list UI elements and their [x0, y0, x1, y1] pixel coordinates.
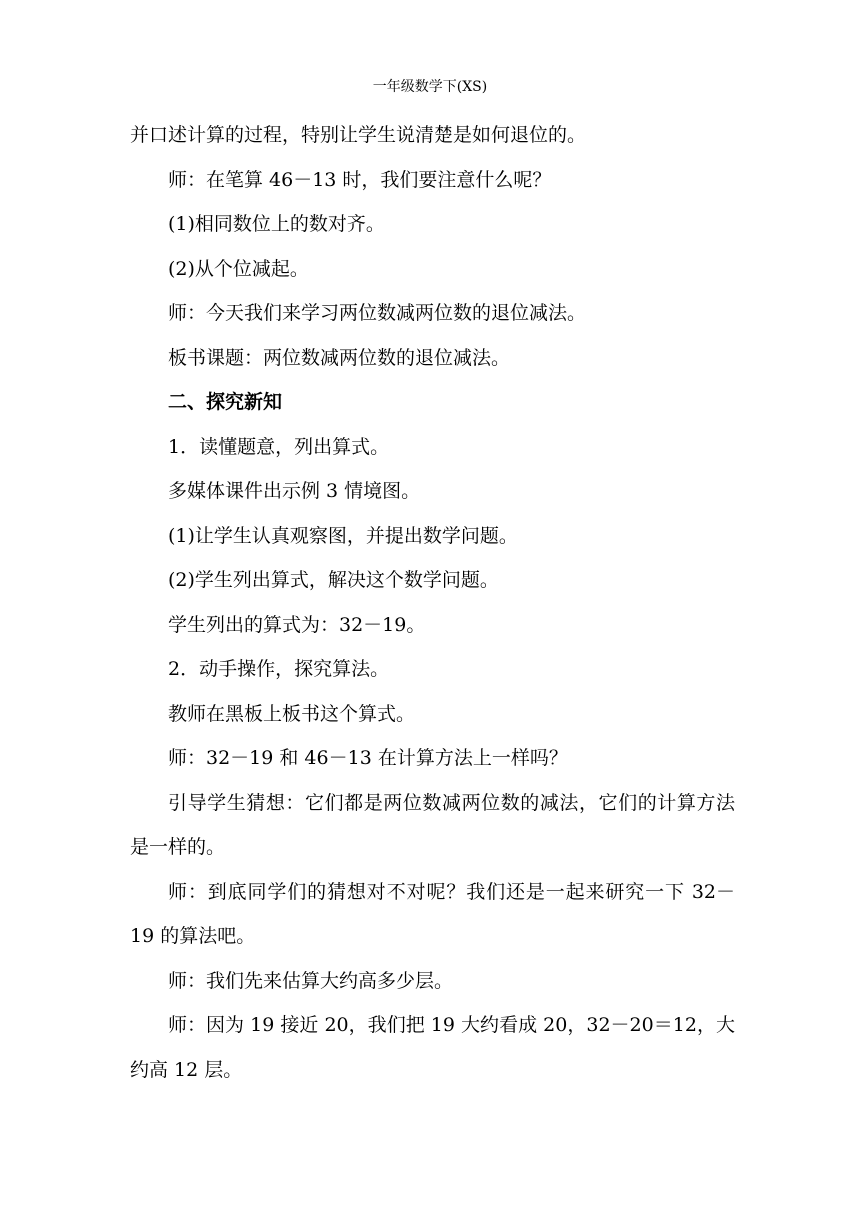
paragraph: 1．读懂题意，列出算式。 — [168, 435, 390, 458]
paragraph: 多媒体课件出示例 3 情境图。 — [168, 480, 421, 502]
paragraph: (1)相同数位上的数对齐。 — [168, 213, 385, 235]
section-heading: 二、探究新知 — [168, 391, 283, 413]
page-header: 一年级数学下(XS) — [372, 79, 488, 95]
paragraph: (1)让学生认真观察图，并提出数学问题。 — [168, 524, 518, 547]
paragraph: (2)从个位减起。 — [168, 257, 309, 280]
paragraph: 师：到底同学们的猜想对不对呢？我们还是一起来研究一下 32－19 的算法吧。 — [130, 880, 735, 947]
paragraph: 2．动手操作，探究算法。 — [168, 658, 390, 680]
paragraph: 并口述计算的过程，特别让学生说清楚是如何退位的。 — [130, 124, 587, 146]
paragraph: (2)学生列出算式，解决这个数学问题。 — [168, 569, 499, 591]
paragraph: 师：我们先来估算大约高多少层。 — [168, 969, 454, 992]
paragraph: 师：在笔算 46－13 时，我们要注意什么呢？ — [168, 168, 552, 191]
paragraph: 师：因为 19 接近 20，我们把 19 大约看成 20，32－20＝12，大约高 12 层。 — [130, 1014, 735, 1081]
paragraph: 引导学生猜想：它们都是两位数减两位数的减法，它们的计算方法是一样的。 — [130, 791, 735, 858]
document-body — [130, 113, 735, 1092]
paragraph: 师：今天我们来学习两位数减两位数的退位减法。 — [168, 302, 587, 324]
paragraph: 师：32－19 和 46－13 在计算方法上一样吗？ — [168, 747, 568, 769]
paragraph: 学生列出的算式为：32－19。 — [168, 613, 426, 636]
paragraph: 教师在黑板上板书这个算式。 — [168, 702, 416, 725]
paragraph: 板书课题：两位数减两位数的退位减法。 — [168, 346, 511, 369]
